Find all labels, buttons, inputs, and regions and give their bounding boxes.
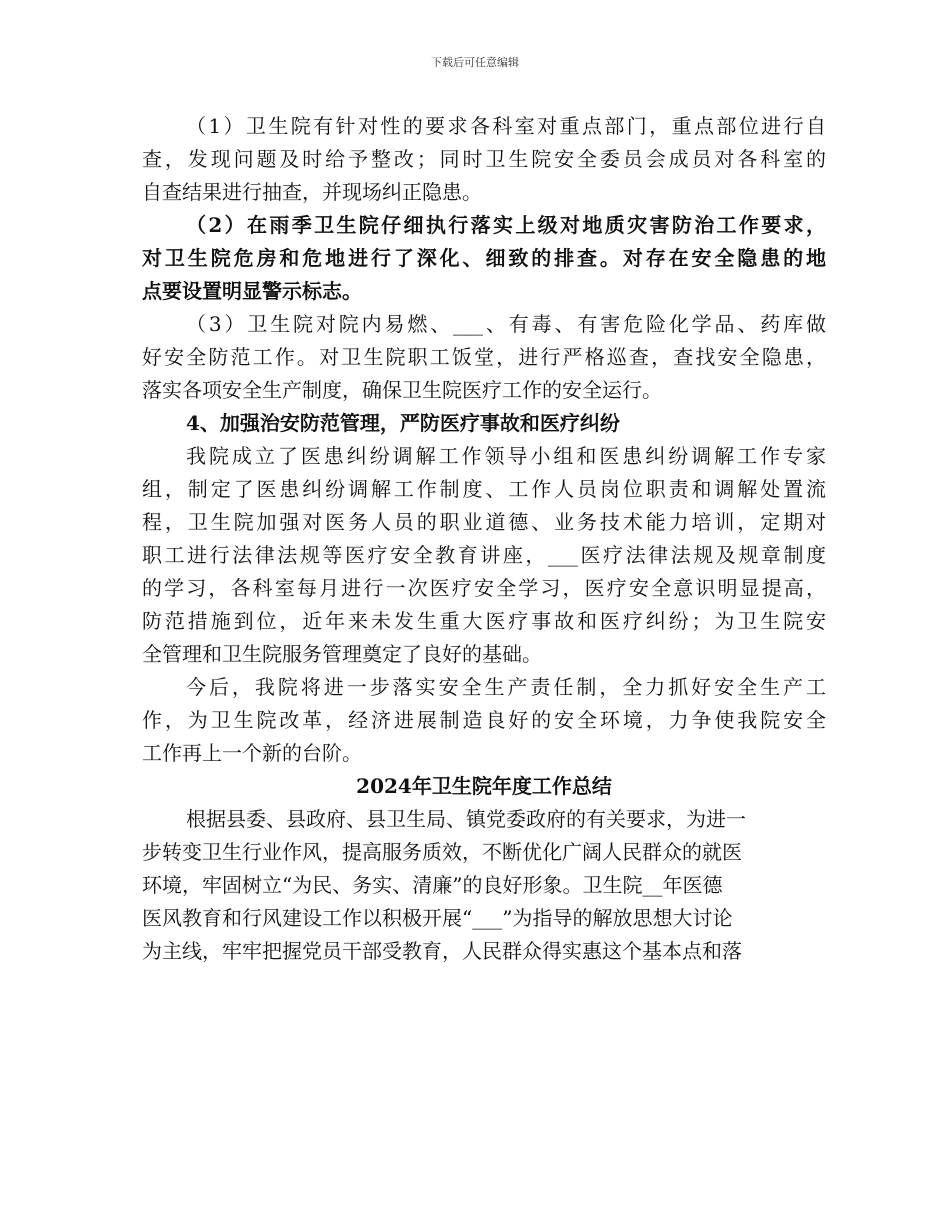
text-line: 根据县委、县政府、县卫生局、镇党委政府的有关要求，为进一 bbox=[186, 807, 746, 831]
text-line: （2）在雨季卫生院仔细执行落实上级对地质灾害防治工作要求， bbox=[186, 213, 826, 237]
text-line: 2024年卫生院年度工作总结 bbox=[356, 774, 612, 798]
text-line: 自查结果进行抽查，并现场纠正隐患。 bbox=[142, 180, 482, 204]
text-line: 对卫生院危房和危地进行了深化、细致的排查。对存在安全隐患的地 bbox=[142, 246, 826, 270]
text-line: 的学习，各科室每月进行一次医疗安全学习，医疗安全意识明显提高， bbox=[142, 576, 826, 600]
text-line: 我院成立了医患纠纷调解工作领导小组和医患纠纷调解工作专家 bbox=[186, 444, 826, 468]
text-line: （3）卫生院对院内易燃、___、有毒、有害危险化学品、药库做 bbox=[186, 312, 826, 336]
text-line: 好安全防范工作。对卫生院职工饭堂，进行严格巡查，查找安全隐患， bbox=[142, 345, 826, 369]
text-line: 今后，我院将进一步落实安全生产责任制，全力抓好安全生产工 bbox=[186, 675, 826, 699]
text-line: 医风教育和行风建设工作以积极开展“___”为指导的解放思想大讨论 bbox=[142, 906, 733, 930]
text-line: 作，为卫生院改革，经济进展制造良好的安全环境，力争使我院安全 bbox=[142, 708, 826, 732]
text-line: 程，卫生院加强对医务人员的职业道德、业务技术能力培训，定期对 bbox=[142, 510, 826, 534]
text-line: 为主线，牢牢把握党员干部受教育，人民群众得实惠这个基本点和落 bbox=[142, 939, 742, 963]
page-header: 下载后可任意编辑 bbox=[431, 56, 519, 69]
text-line: 步转变卫生行业作风，提高服务质效，不断优化广阔人民群众的就医 bbox=[142, 840, 742, 864]
text-line: 全管理和卫生院服务管理奠定了良好的基础。 bbox=[142, 642, 542, 666]
text-line: 落实各项安全生产制度，确保卫生院医疗工作的安全运行。 bbox=[142, 378, 662, 402]
text-line: 点要设置明显警示标志。 bbox=[142, 279, 362, 303]
text-line: 环境，牢固树立“为民、务实、清廉”的良好形象。卫生院__年医德 bbox=[142, 873, 723, 897]
text-line: 防范措施到位，近年来未发生重大医疗事故和医疗纠纷；为卫生院安 bbox=[142, 609, 826, 633]
text-line: 职工进行法律法规等医疗安全教育讲座，___医疗法律法规及规章制度 bbox=[142, 543, 826, 567]
text-line: 4、加强治安防范管理，严防医疗事故和医疗纠纷 bbox=[186, 411, 620, 435]
text-line: 查，发现问题及时给予整改；同时卫生院安全委员会成员对各科室的 bbox=[142, 147, 826, 171]
text-line: 组，制定了医患纠纷调解工作制度、工作人员岗位职责和调解处置流 bbox=[142, 477, 826, 501]
text-line: （1）卫生院有针对性的要求各科室对重点部门，重点部位进行自 bbox=[186, 114, 826, 138]
text-line: 工作再上一个新的台阶。 bbox=[142, 741, 362, 765]
document-body bbox=[142, 110, 826, 968]
